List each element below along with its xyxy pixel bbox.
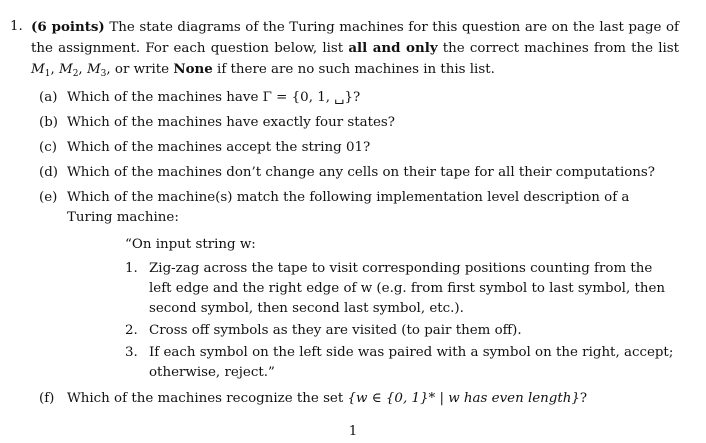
part-f — [39, 389, 679, 409]
part-b — [39, 113, 679, 133]
part-label: (f) — [39, 391, 55, 406]
implementation-description — [125, 235, 677, 383]
part-a — [39, 88, 679, 108]
description-step — [125, 259, 677, 319]
description-opening: “On input string w: — [125, 237, 256, 252]
part-label: (c) — [39, 140, 57, 155]
intro-text-3: , or write — [106, 62, 174, 77]
part-e — [39, 188, 679, 383]
part-text: Which of the machines accept the string 01? — [67, 140, 371, 155]
part-text: Which of the machines have Γ = {0, 1, ␣}? — [67, 90, 361, 105]
machine-m1: $M_1$ — [31, 62, 51, 79]
description-step — [125, 321, 677, 341]
step-text: Zig-zag across the tape to visit corresponding positions counting from the left edge and the right edge of w (e.g. from first symbol to last symbol, then second symbol, then second last symbol, etc.). — [149, 261, 666, 316]
step-number: 1. — [125, 261, 138, 276]
part-text: Which of the machines recognize the set — [67, 391, 348, 406]
part-label: (a) — [39, 90, 58, 105]
step-number: 2. — [125, 323, 138, 338]
part-c — [39, 138, 679, 158]
step-text: Cross off symbols as they are visited (to pair them off). — [149, 323, 522, 338]
question-points: (6 points) — [31, 19, 105, 35]
part-text: Which of the machines have exactly four states? — [67, 115, 395, 130]
machine-m2: $M_2$ — [58, 62, 79, 79]
description-steps — [125, 259, 677, 383]
part-label: (d) — [39, 165, 59, 180]
step-text: If each symbol on the left side was paired with a symbol on the right, accept; otherwise, reject.” — [149, 345, 674, 380]
step-number: 3. — [125, 345, 138, 360]
question-number: 1. — [10, 19, 23, 34]
part-text: Which of the machines don’t change any cells on their tape for all their computations? — [67, 165, 655, 180]
question-intro: (6 points) The state diagrams of the Turing machines for this question are on the last page of the assignment. For each question below, list all and only the correct machines from the list $M_1$, $M_2$, $M_3$, or write None if there are no such machines in this list. — [31, 19, 680, 79]
intro-emphasis: all and only — [348, 40, 438, 56]
machine-m3: $M_3$ — [86, 62, 107, 79]
set-expression: {w ∈ {0, 1}* | w has even length} — [347, 391, 580, 406]
part-text: Which of the machine(s) match the following implementation level description of a Turing machine: — [67, 190, 630, 225]
part-d — [39, 163, 679, 183]
intro-text-4: if there are no such machines in this list. — [212, 62, 495, 77]
part-text-end: ? — [579, 391, 588, 406]
page-number: 1 — [348, 424, 358, 439]
none-word: None — [173, 61, 213, 77]
intro-text-2: the correct machines from the list — [437, 41, 680, 56]
part-label: (b) — [39, 115, 59, 130]
question-parts — [39, 88, 679, 409]
description-step — [125, 343, 677, 383]
part-label: (e) — [39, 190, 58, 205]
intro-text-1: The state diagrams of the Turing machines for this question are on the last page of the assignment. For each question below, list — [31, 20, 679, 56]
